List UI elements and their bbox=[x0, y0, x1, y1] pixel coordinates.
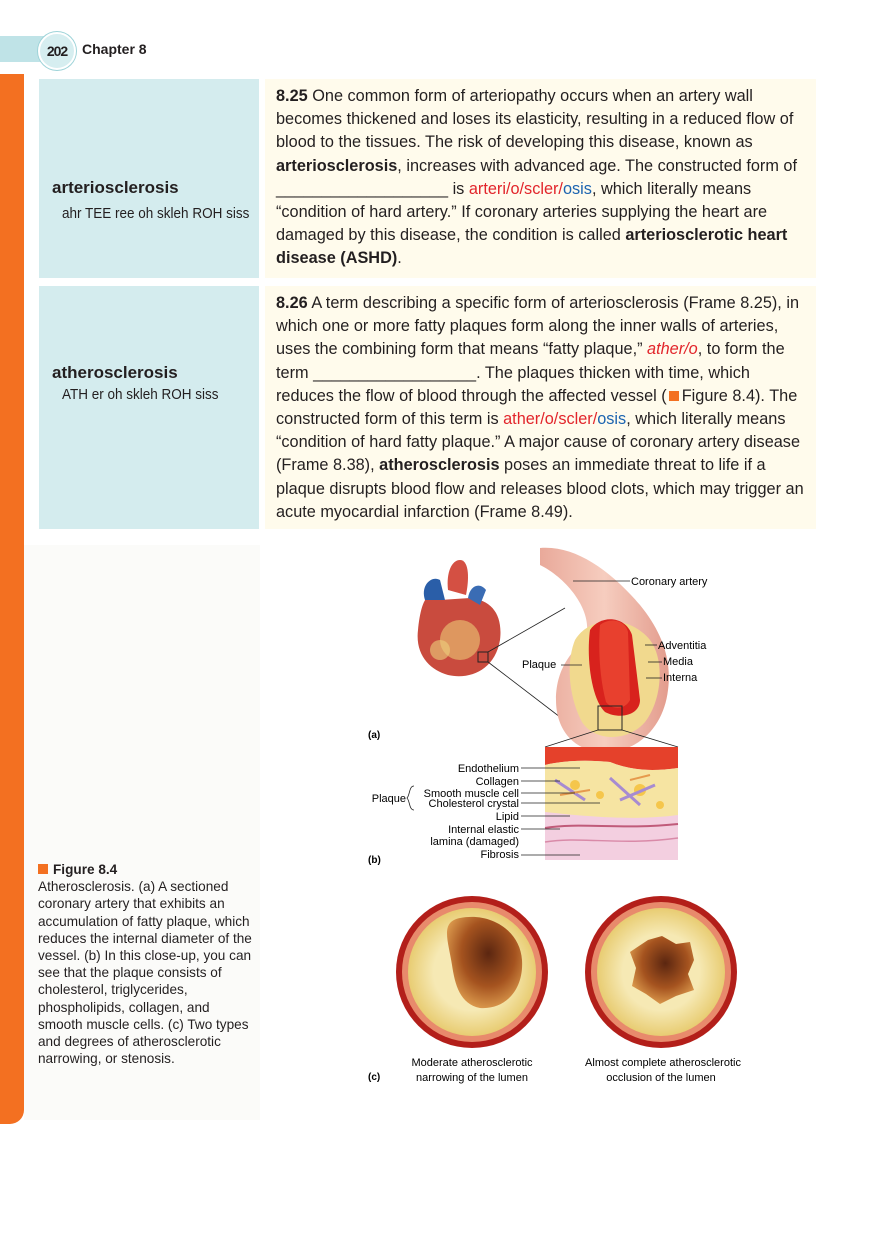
label-moderate-line1: Moderate atherosclerotic bbox=[411, 1057, 533, 1069]
page-number: 202 bbox=[38, 32, 76, 70]
label-plaque-b: Plaque bbox=[371, 793, 406, 805]
figure-caption-text: Atherosclerosis. (a) A sectioned coronary artery that exhibits an accumulation of fatty plaque, which reduces the internal diameter of the vessel. (b) In this close-up, you can see that the plaque consists of cholesterol, triglycerides, phospholipids, collagen, and smooth muscle cells. (c) Two types and degrees of atherosclerotic narrowing, or stenosis. bbox=[38, 879, 252, 1067]
label-almost-line1: Almost complete atherosclerotic bbox=[585, 1057, 741, 1069]
figure-reference-link[interactable]: Figure 8.4 bbox=[681, 386, 756, 405]
plaque-closeup-drawing bbox=[545, 747, 678, 860]
label-interna: Interna bbox=[663, 672, 698, 684]
label-internal-elastic: Internal elastic bbox=[448, 824, 519, 836]
frame-text: 8.26 A term describing a specific form of arteriosclerosis (Frame 8.25), in which one or more fatty plaques form along the inner walls of arteries, uses the combining form that means “fatty plaque,” ather/o, to form the term __________________. The plaques thicken with time, which reduces the flow of blood through the affected vessel ( Figure 8.4). The constructed form of this term is ather/o/scler/osis, which literally means “condition of hard fatty plaque.” A major cause of coronary artery disease (Frame 8.38), atherosclerosis poses an immediate threat to life if a plaque disrupts blood flow and releases blood clots, which may trigger an acute myocardial infarction (Frame 8.49). bbox=[276, 294, 804, 521]
moderate-narrowing-cross-section bbox=[396, 896, 548, 1048]
label-moderate-line2: narrowing of the lumen bbox=[416, 1072, 528, 1084]
almost-complete-occlusion-cross-section bbox=[585, 896, 737, 1048]
label-lamina: lamina (damaged) bbox=[430, 836, 519, 848]
term-pronunciation: ahr TEE ree oh skleh ROH siss bbox=[62, 205, 250, 222]
panel-label-b: (b) bbox=[368, 855, 381, 866]
label-collagen: Collagen bbox=[475, 776, 519, 788]
frame-number: 8.25 bbox=[276, 87, 308, 105]
label-almost-line2: occlusion of the lumen bbox=[606, 1072, 716, 1084]
panel-label-c: (c) bbox=[368, 1072, 381, 1083]
label-cholesterol: Cholesterol crystal bbox=[428, 798, 519, 810]
label-adventitia: Adventitia bbox=[658, 640, 707, 652]
chapter-title: Chapter 8 bbox=[82, 41, 147, 57]
panel-label-a: (a) bbox=[368, 730, 381, 741]
frame-text: 8.25 One common form of arteriopathy occurs when an artery wall becomes thickened and loses its elasticity, resulting in a reduced flow of blood to the tissues. The risk of developing this disease, known as arteriosclerosis, increases with advanced age. The constructed form of ___________________ is arteri/o/scler/osis, which literally means “condition of hard artery.” If coronary arteries supplying the heart are damaged by this disease, the condition is called arteriosclerotic heart disease (ASHD). bbox=[276, 87, 797, 268]
frame-number: 8.26 bbox=[276, 294, 308, 312]
term-heading: arteriosclerosis bbox=[52, 178, 179, 197]
term-pronunciation: ATH er oh skleh ROH siss bbox=[62, 386, 219, 403]
label-media: Media bbox=[663, 656, 693, 668]
figure-title: Figure 8.4 bbox=[53, 862, 118, 877]
heart-drawing bbox=[418, 560, 501, 676]
term-heading: atherosclerosis bbox=[52, 363, 178, 382]
label-plaque-a: Plaque bbox=[522, 659, 557, 671]
label-coronary-artery: Coronary artery bbox=[631, 576, 708, 588]
label-lipid: Lipid bbox=[495, 811, 519, 823]
label-endothelium: Endothelium bbox=[457, 763, 519, 775]
label-smooth-muscle: Smooth muscle cell bbox=[423, 788, 519, 800]
label-fibrosis: Fibrosis bbox=[480, 849, 519, 861]
